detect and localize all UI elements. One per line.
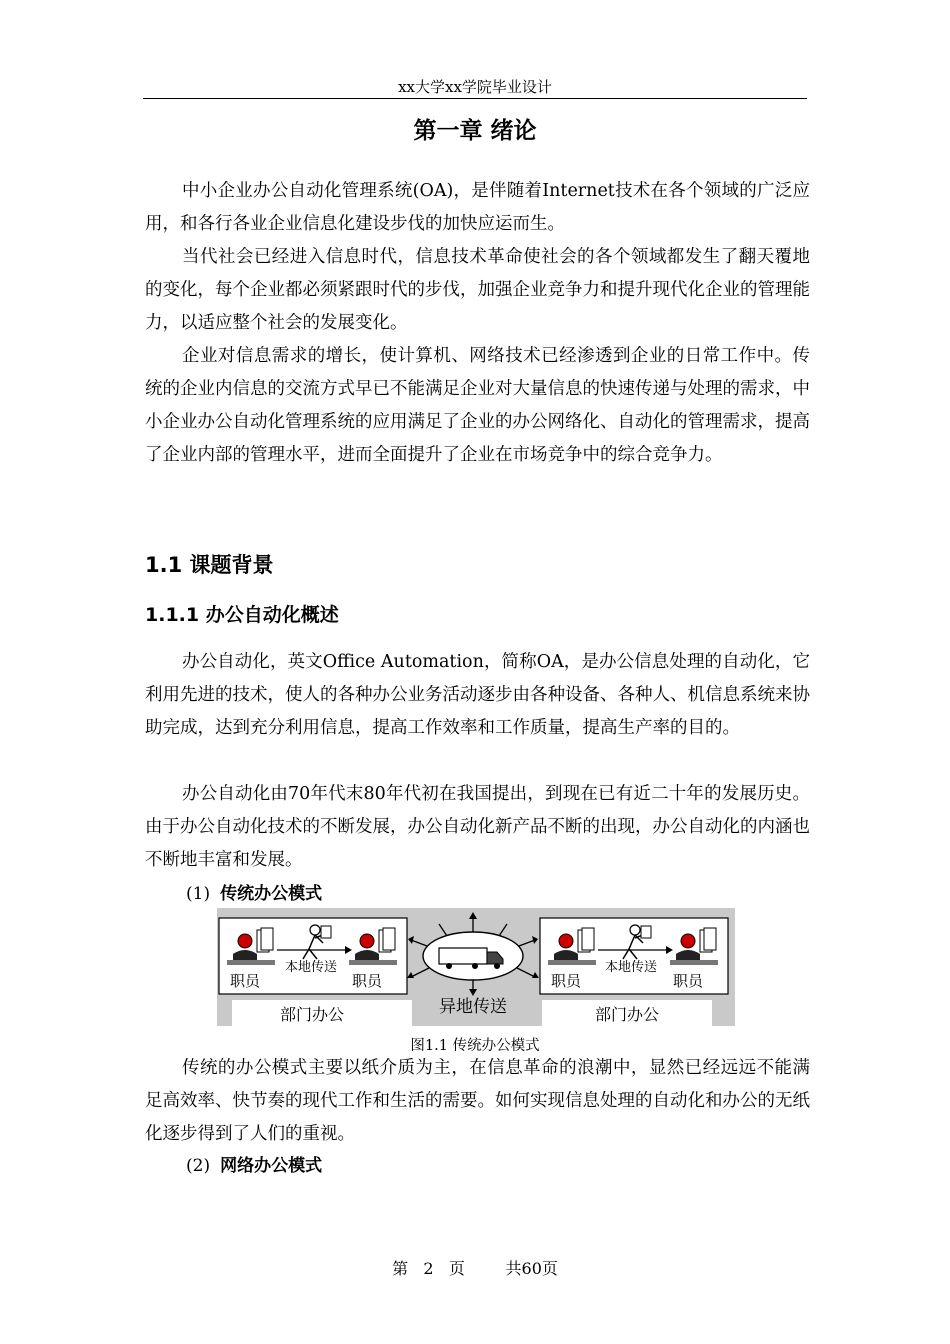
after-figure-paragraph: 传统的办公模式主要以纸介质为主，在信息革命的浪潮中，显然已经远远不能满足高效率、快节奏的现代工作和生活的需要。如何实现信息处理的自动化和办公的无纸化逐步得到了人们的重视。: [145, 1058, 810, 1144]
list-item-network-mode: [186, 1154, 322, 1178]
intro-paragraph-2: 当代社会已经进入信息时代，信息技术革命使社会的各个领域都发生了翻天覆地的变化，每个企业都必须紧跟时代的步伐，加强企业竞争力和提升现代化企业的管理能力，以适应整个社会的发展变化。: [145, 247, 810, 333]
traditional-office-diagram: [217, 908, 735, 1026]
page-label: 第: [392, 1259, 409, 1278]
left-staff-1-label: 职员: [229, 972, 261, 990]
header-rule: [143, 98, 807, 99]
left-staff-2-label: 职员: [351, 972, 383, 990]
oa-overview-paragraph-1: 办公自动化，英文Office Automation，简称OA，是办公信息处理的自动化，它利用先进的技术，使人的各种办公业务活动逐步由各种设备、各种人、机信息系统来协助完成，达到充分利用信息，提高工作效率和工作质量，提高生产率的目的。: [145, 652, 810, 738]
list-item-label: 网络办公模式: [220, 1156, 323, 1176]
page-suffix: 页: [448, 1259, 465, 1278]
left-department-label: 部门办公: [279, 1005, 345, 1024]
right-local-transfer-label: 本地传送: [604, 960, 658, 975]
right-staff-2-label: 职员: [672, 972, 704, 990]
list-item-number: (1): [186, 884, 211, 904]
list-item-label: 传统办公模式: [220, 884, 323, 904]
section-heading-1-1-1: 1.1.1 办公自动化概述: [145, 604, 339, 626]
chapter-title: 第一章 绪论: [413, 118, 537, 144]
page-header: xx大学xx学院毕业设计: [398, 78, 552, 96]
list-item-number: (2): [186, 1156, 211, 1176]
intro-paragraph-3: 企业对信息需求的增长，使计算机、网络技术已经渗透到企业的日常工作中。传统的企业内信息的交流方式早已不能满足企业对大量信息的快速传递与处理的需求，中小企业办公自动化管理系统的应用满足了企业的办公网络化、自动化的管理需求，提高了企业内部的管理水平，进而全面提升了企业在市场竞争中的综合竞争力。: [145, 346, 810, 465]
total-pages: 共60页: [505, 1259, 558, 1278]
left-local-transfer-label: 本地传送: [284, 960, 338, 975]
list-item-traditional-mode: [186, 882, 322, 906]
oa-overview-paragraph-2: 办公自动化由70年代末80年代初在我国提出，到现在已有近二十年的发展历史。由于办公自动化技术的不断发展，办公自动化新产品不断的出现，办公自动化的内涵也不断地丰富和发展。: [145, 784, 810, 870]
right-staff-1-label: 职员: [550, 972, 582, 990]
page-footer: [143, 1258, 807, 1280]
remote-transfer-label: 异地传送: [439, 997, 507, 1017]
right-department-label: 部门办公: [594, 1005, 660, 1024]
figure-caption: 图1.1 传统办公模式: [410, 1038, 540, 1054]
section-heading-1-1: 1.1 课题背景: [145, 553, 274, 577]
intro-paragraph-1: 中小企业办公自动化管理系统(OA)，是伴随着Internet技术在各个领域的广泛应用，和各行各业企业信息化建设步伐的加快应运而生。: [145, 181, 810, 234]
page-number: 2: [423, 1259, 434, 1278]
